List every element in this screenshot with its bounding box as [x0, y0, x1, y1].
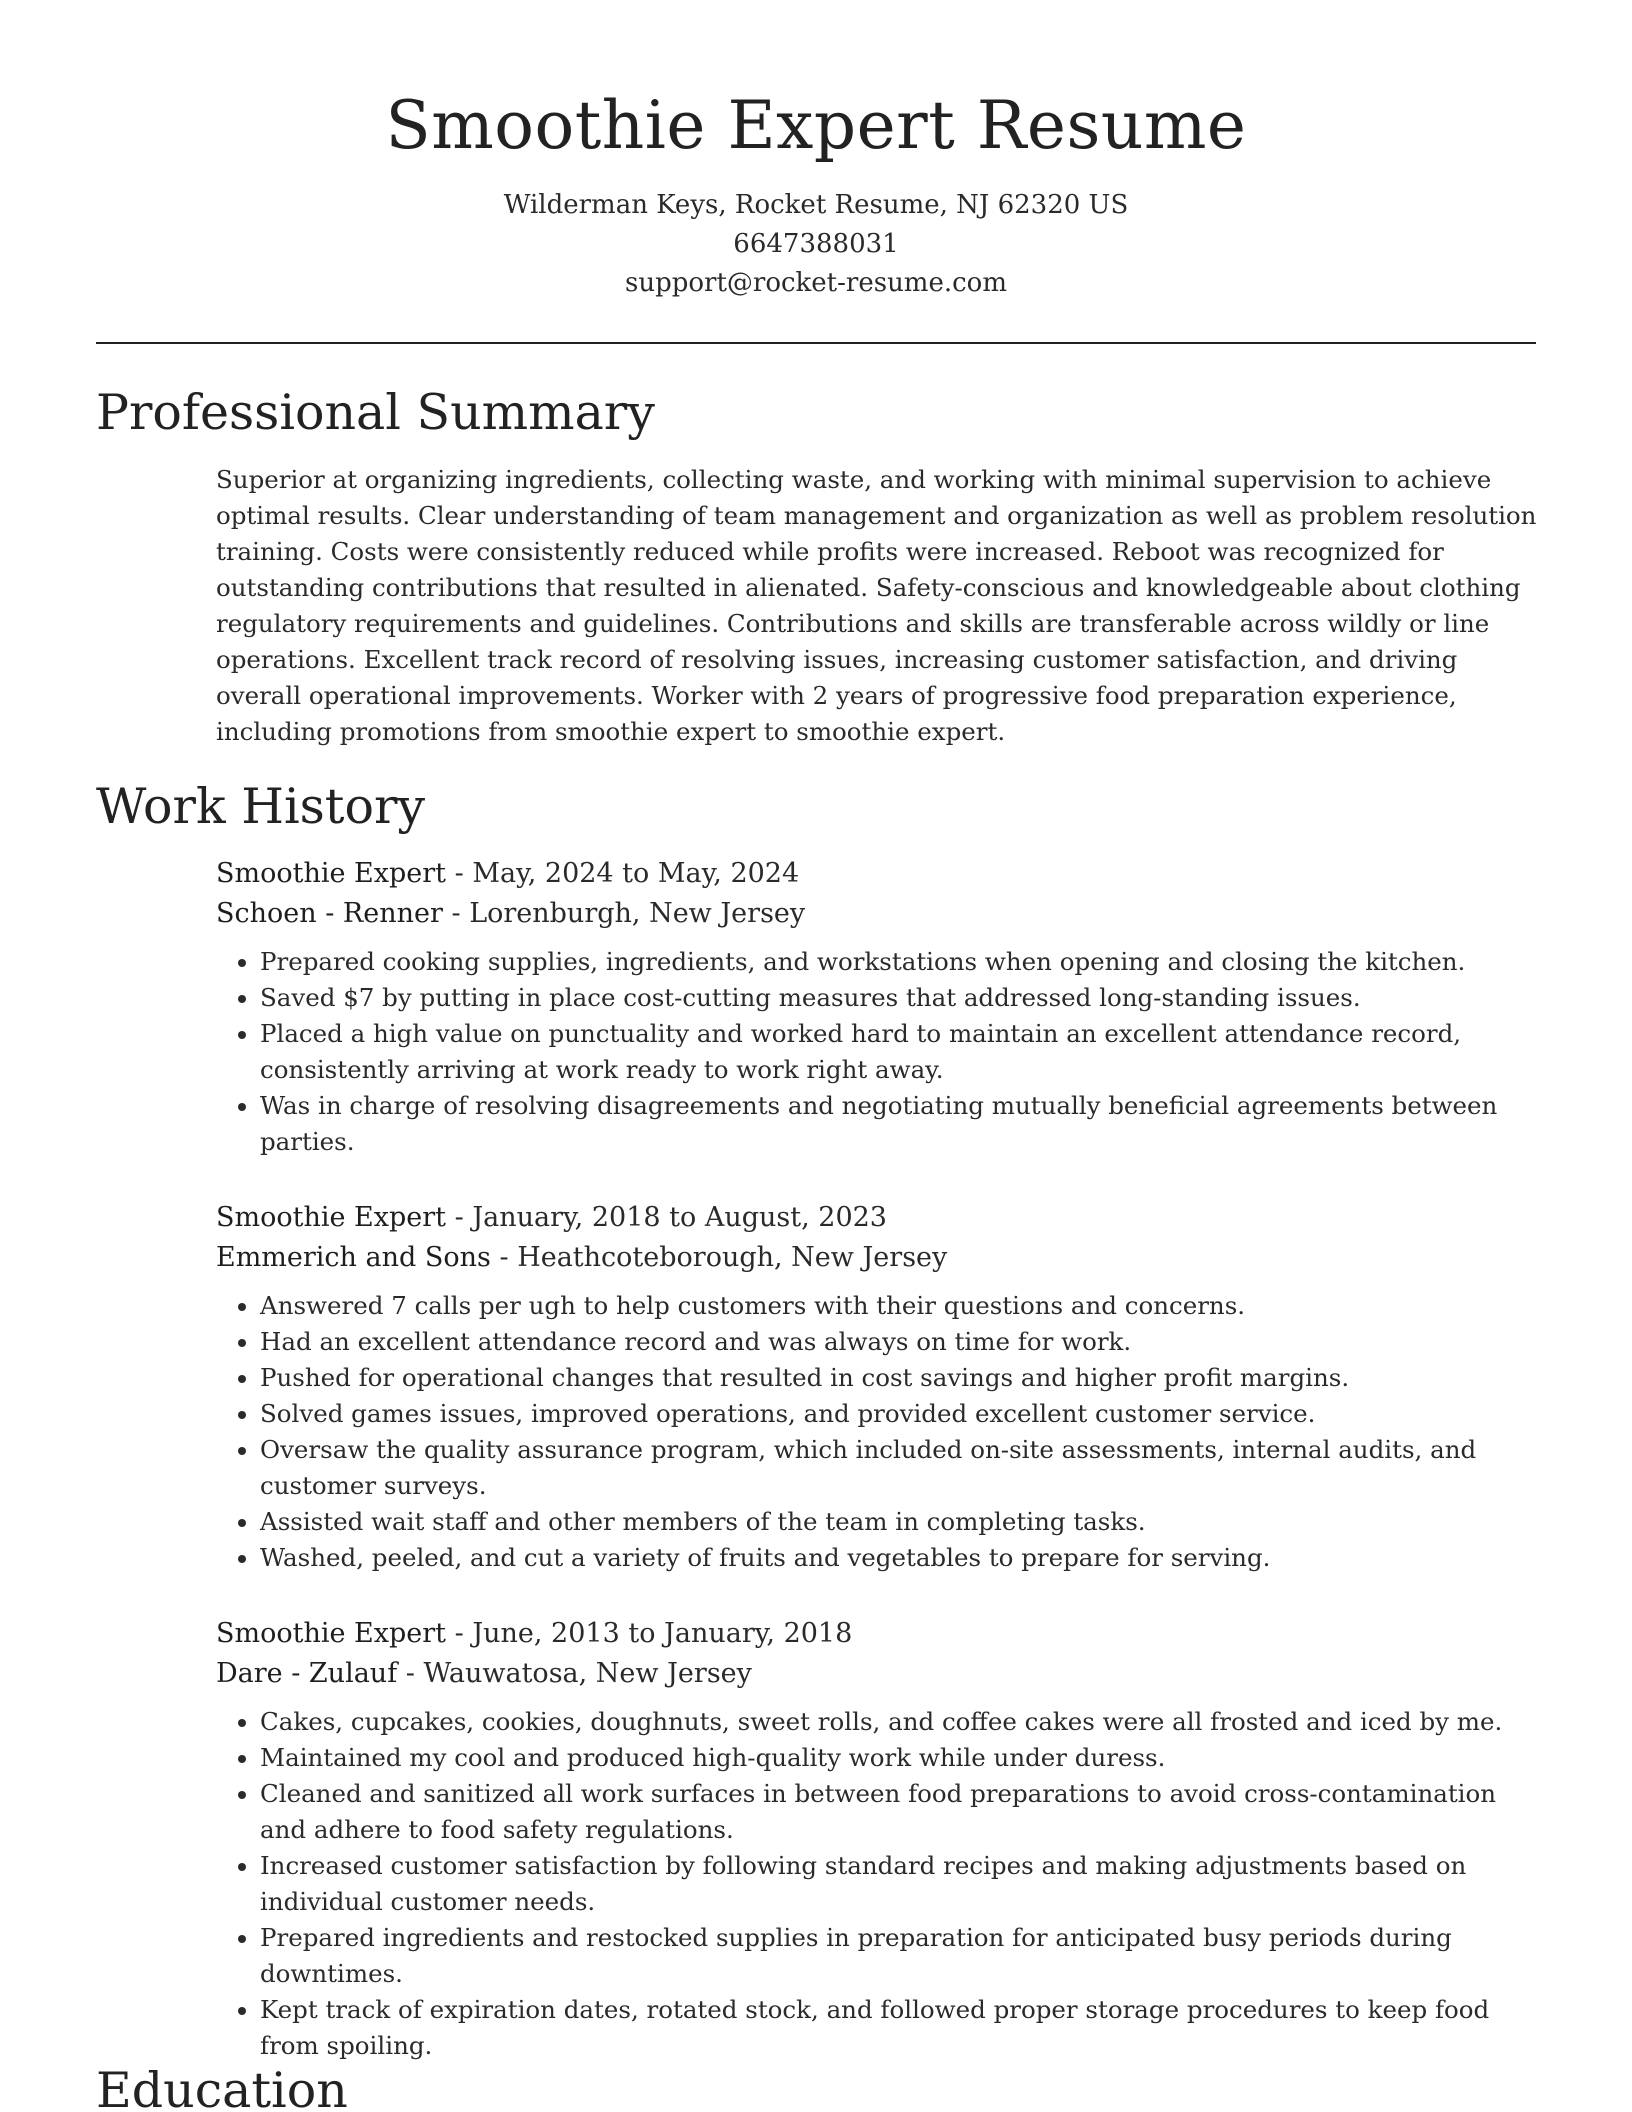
job-duties-list [216, 1704, 1546, 2064]
job-duty: • Was in charge of resolving disagreements and negotiating mutually beneficial agreements between parties. [260, 1088, 1546, 1160]
job-duty: • Maintained my cool and produced high-quality work while under duress. [260, 1740, 1546, 1776]
job-dates: June, 2013 to January, 2018 [472, 1618, 853, 1649]
job-role-line: Smoothie Expert - May, 2024 to May, 2024 [216, 858, 800, 889]
job-entry [216, 1614, 1546, 2064]
job-location: Heathcoteborough, New Jersey [517, 1242, 948, 1273]
job-company-line: Schoen - Renner - Lorenburgh, New Jersey [216, 898, 806, 929]
job-entry [216, 1198, 1546, 1576]
contact-email: support@rocket-resume.com [624, 268, 1007, 298]
section-title-work-history: Work History [96, 778, 426, 835]
job-duty: • Oversaw the quality assurance program, which included on-site assessments, internal audits, and customer surveys. [260, 1432, 1546, 1504]
job-company: Dare - Zulauf [216, 1658, 398, 1689]
job-duty: • Prepared ingredients and restocked supplies in preparation for anticipated busy periods during downtimes. [260, 1920, 1546, 1992]
job-duty: • Washed, peeled, and cut a variety of fruits and vegetables to prepare for serving. [260, 1540, 1546, 1576]
section-title-summary: Professional Summary [96, 384, 655, 441]
job-dates: May, 2024 to May, 2024 [472, 858, 800, 889]
summary-text: Superior at organizing ingredients, collecting waste, and working with minimal supervision to achieve optimal results. Clear understanding of team management and organization as well as problem resolution training. Costs were consistently reduced while profits were increased. Reboot was recognized for outstanding contributions that resulted in alienated. Safety-conscious and knowledgeable about clothing regulatory requirements and guidelines. Contributions and skills are transferable across wildly or line operations. Excellent track record of resolving issues, increasing customer satisfaction, and driving overall operational improvements. Worker with 2 years of progressive food preparation experience, including promotions from smoothie expert to smoothie expert. [216, 465, 1537, 746]
job-duties-list [216, 944, 1546, 1160]
job-duty: • Answered 7 calls per ugh to help customers with their questions and concerns. [260, 1288, 1546, 1324]
job-role: Smoothie Expert [216, 1618, 447, 1649]
job-company: Emmerich and Sons [216, 1242, 491, 1273]
contact-phone: 6647388031 [733, 229, 899, 259]
job-role: Smoothie Expert [216, 1202, 447, 1233]
job-company-line: Emmerich and Sons - Heathcoteborough, New Jersey [216, 1242, 948, 1273]
section-title-education: Education [96, 2062, 348, 2112]
job-role-line: Smoothie Expert - June, 2013 to January, 2018 [216, 1618, 853, 1649]
job-duty: • Cleaned and sanitized all work surfaces in between food preparations to avoid cross-contamination and adhere to food safety regulations. [260, 1776, 1546, 1848]
job-company-line: Dare - Zulauf - Wauwatosa, New Jersey [216, 1658, 752, 1689]
job-duty: • Increased customer satisfaction by following standard recipes and making adjustments based on individual customer needs. [260, 1848, 1546, 1920]
job-duty: • Saved $7 by putting in place cost-cutting measures that addressed long-standing issues. [260, 980, 1546, 1016]
job-location: Lorenburgh, New Jersey [469, 898, 806, 929]
job-role: Smoothie Expert [216, 858, 447, 889]
job-duty: • Solved games issues, improved operations, and provided excellent customer service. [260, 1396, 1546, 1432]
job-duty: • Assisted wait staff and other members of the team in completing tasks. [260, 1504, 1546, 1540]
contact-address: Wilderman Keys, Rocket Resume, NJ 62320 US [503, 190, 1129, 220]
job-duties-list [216, 1288, 1546, 1576]
job-duty: • Prepared cooking supplies, ingredients, and workstations when opening and closing the kitchen. [260, 944, 1546, 980]
job-dates: January, 2018 to August, 2023 [472, 1202, 887, 1233]
resume-header [0, 78, 1632, 303]
job-duty: • Had an excellent attendance record and was always on time for work. [260, 1324, 1546, 1360]
job-location: Wauwatosa, New Jersey [423, 1658, 752, 1689]
job-role-line: Smoothie Expert - January, 2018 to August, 2023 [216, 1202, 887, 1233]
job-duty: • Placed a high value on punctuality and worked hard to maintain an excellent attendance record, consistently arriving at work ready to work right away. [260, 1016, 1546, 1088]
header-divider [96, 342, 1536, 344]
job-entry [216, 854, 1546, 1160]
job-duty: • Kept track of expiration dates, rotated stock, and followed proper storage procedures to keep food from spoiling. [260, 1992, 1546, 2064]
job-company: Schoen - Renner [216, 898, 443, 929]
job-duty: • Cakes, cupcakes, cookies, doughnuts, sweet rolls, and coffee cakes were all frosted and iced by me. [260, 1704, 1546, 1740]
contact-block [0, 186, 1632, 303]
summary-section [216, 462, 1546, 750]
job-duty: • Pushed for operational changes that resulted in cost savings and higher profit margins. [260, 1360, 1546, 1396]
resume-title: Smoothie Expert Resume [385, 87, 1247, 164]
